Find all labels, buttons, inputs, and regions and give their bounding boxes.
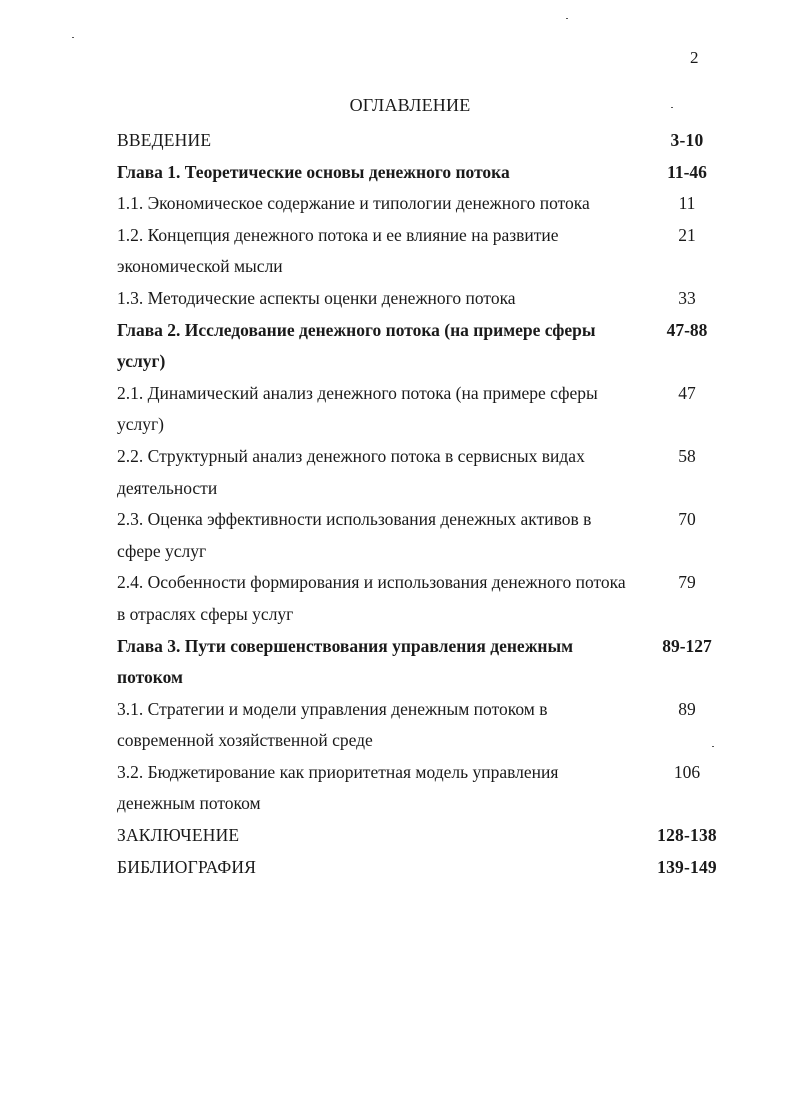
toc-entry-text: 1.1. Экономическое содержание и типологии денежного потока [117,193,590,214]
toc-entry-text: 1.2. Концепция денежного потока и ее влияние на развитие экономической мысли [117,224,559,277]
toc-entry-page: 89 [678,698,696,719]
toc-entry-3-1[interactable] [117,694,727,757]
scan-speck [72,37,74,38]
toc-entry-conclusion[interactable] [117,820,727,852]
toc-entry-text: Глава 2. Исследование денежного потока (на примере сферы услуг) [117,319,596,372]
toc-entry-text: 2.2. Структурный анализ денежного потока в сервисных видах деятельности [117,445,585,498]
toc-entry-chapter-3[interactable] [117,631,727,694]
toc-entry-page: 47-88 [666,319,708,340]
toc-entry-2-4[interactable] [117,567,727,630]
toc-entry-page: 58 [678,445,696,466]
toc-entry-text: 1.3. Методические аспекты оценки денежного потока [117,287,516,308]
scan-speck [566,18,568,19]
toc-entry-text: Глава 1. Теоретические основы денежного потока [117,161,510,182]
toc-entry-2-1[interactable] [117,378,727,441]
toc-entry-chapter-2[interactable] [117,315,727,378]
table-of-contents [117,125,727,883]
toc-entry-3-2[interactable] [117,757,727,820]
toc-entry-page: 79 [678,572,696,593]
toc-entry-1-2[interactable] [117,220,727,283]
toc-entry-text: 3.1. Стратегии и модели управления денежным потоком в современной хозяйственной среде [117,698,548,751]
toc-entry-page: 3-10 [670,130,704,150]
toc-entry-page: 11 [678,193,696,214]
toc-entry-text: 3.2. Бюджетирование как приоритетная модель управления денежным потоком [117,761,559,814]
toc-title: ОГЛАВЛЕНИЕ [349,95,471,115]
toc-entry-1-1[interactable] [117,188,727,220]
toc-entry-page: 11-46 [667,161,707,182]
toc-entry-page: 139-149 [657,856,717,877]
toc-entry-text: 2.3. Оценка эффективности использования денежных активов в сфере услуг [117,509,592,561]
toc-entry-page: 106 [673,761,701,782]
toc-entry-chapter-1[interactable] [117,157,727,189]
toc-entry-text: БИБЛИОГРАФИЯ [117,856,257,877]
toc-entry-2-3[interactable] [117,504,727,567]
toc-entry-text: 2.4. Особенности формирования и использования денежного потока в отраслях сферы услуг [117,572,626,624]
toc-entry-page: 128-138 [657,825,717,846]
toc-entry-page: 33 [678,287,696,308]
toc-entry-text: Глава 3. Пути совершенствования управления денежным потоком [117,635,574,688]
toc-entry-page: 89-127 [662,635,712,656]
toc-entry-page: 21 [678,224,696,245]
toc-entry-1-3[interactable] [117,283,727,315]
toc-entry-text: 2.1. Динамический анализ денежного потока (на примере сферы услуг) [117,382,598,435]
toc-entry-text: ВВЕДЕНИЕ [117,130,212,150]
toc-entry-bibliography[interactable] [117,852,727,884]
toc-entry-page: 47 [678,382,696,403]
toc-entry-text: ЗАКЛЮЧЕНИЕ [117,825,240,846]
toc-entry-page: 70 [678,509,696,530]
toc-entry-introduction[interactable] [117,125,727,157]
toc-entry-2-2[interactable] [117,441,727,504]
page-number: 2 [690,48,699,67]
